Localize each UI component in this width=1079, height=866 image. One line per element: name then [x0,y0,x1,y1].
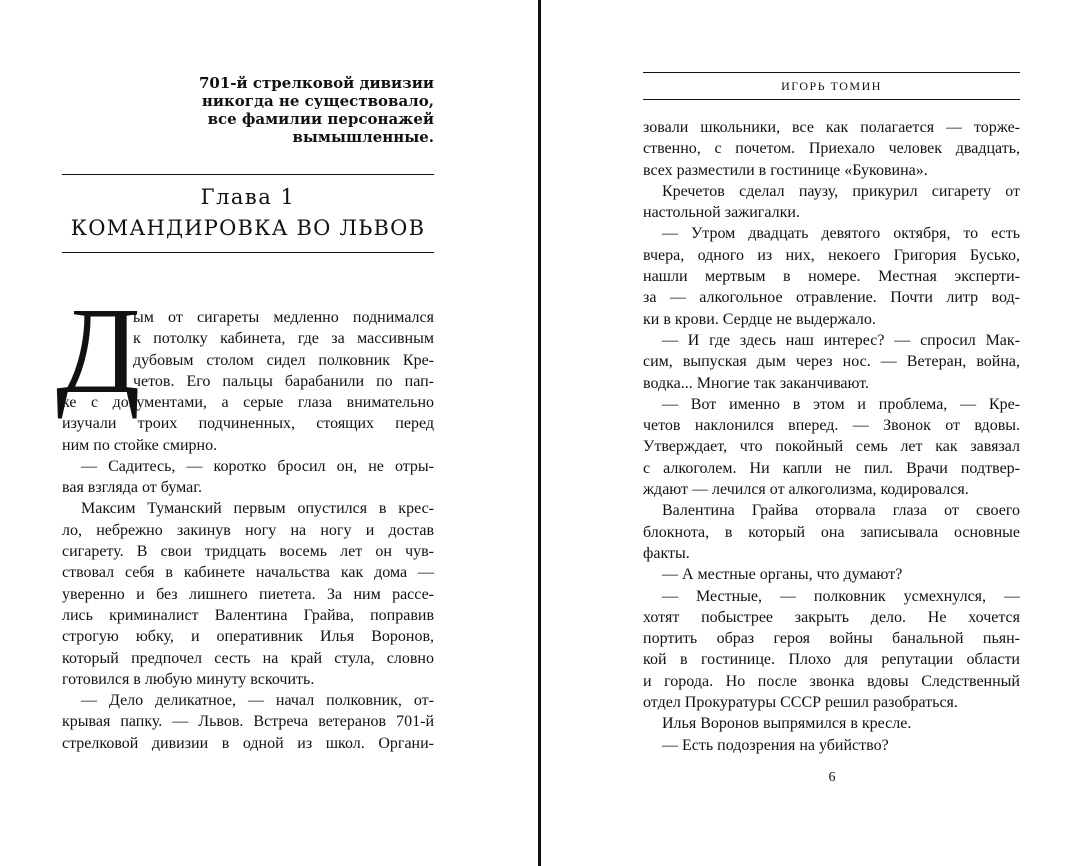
text-line: ственно, с почетом. Приехало человек двадцать, [643,140,1020,158]
text-line: лись криминалист Валентина Грайва, поправив [62,606,434,624]
author-note-line: никогда не существовало, [201,92,434,110]
text-line: сим, выпуская дым через нос. — Ветеран, война, [643,353,1020,371]
left-page [0,0,538,866]
author-note-line: все фамилии персонажей [207,110,434,128]
text-line: — Дело деликатное, — начал полковник, от- [81,692,434,710]
text-line: настольной зажигалки. [643,204,800,222]
text-line: за — алкогольное отравление. Почти литр вод- [643,289,1020,307]
text-line: Валентина Грайва оторвала глаза от своего [662,502,1020,520]
chapter-number: Глава 1 [200,185,296,209]
text-line: портить образ героя войны банальной пьян- [643,630,1020,648]
text-line: блокнота, в который она записывала основные [643,523,1020,541]
text-line: водка... Многие так заканчивают. [643,374,870,392]
text-line: ло, небрежно закинув ногу на ногу и достав [62,521,434,539]
running-head [643,72,1020,100]
text-line: ним по стойке смирно. [62,436,218,454]
text-line: ки в крови. Сердце не выдержало. [643,310,876,328]
text-line: ке с документами, а серые глаза внимательно [62,394,434,411]
chapter-title: КОМАНДИРОВКА ВО ЛЬВОВ [70,216,426,240]
text-line: факты. [643,544,690,562]
chapter-heading [62,174,434,253]
text-line: Утверждает, что покойный семь лет как завязал [643,438,1020,456]
text-line: крывая папку. — Львов. Встреча ветеранов 701-й [62,713,434,731]
text-line: — Утром двадцать девятого октября, то есть [662,225,1020,243]
text-line: — И где здесь наш интерес? — спросил Мак- [662,331,1020,349]
text-line: стрелковой дивизии в одной из школ. Органи- [62,734,434,752]
text-line: зовали школьники, все как полагается — торже- [643,119,1020,136]
text-line: вчера, одного из них, некоего Григория Бусько, [643,246,1020,264]
left-body-text [62,392,434,754]
right-body-text [643,117,1020,756]
text-line: — Садитесь, — коротко бросил он, не отры- [81,457,434,475]
running-head-bottom-rule [643,99,1020,100]
chapter-bottom-rule [62,252,434,253]
text-line: четов. Его пальцы барабанили по пап- [133,372,434,390]
author-note-line: вымышленные. [292,128,434,146]
running-head-author: ИГОРЬ ТОМИН [781,79,882,93]
text-line: сигарету. В свои тридцать восемь лет он чув- [62,543,434,561]
text-line: с алкоголем. Ни капли не пил. Врачи подтвер- [643,459,1020,477]
text-line: ствовал себя в кабинете начальства как дома — [62,564,434,582]
text-line: — Местные, — полковник усмехнулся, — [662,587,1020,605]
text-line: кой в гостинице. Плохо для репутации области [643,651,1020,669]
text-line: Кречетов сделал паузу, прикурил сигарету от [662,182,1020,200]
text-line: отдел Прокуратуры СССР решил разобраться. [643,694,958,712]
text-line: Максим Туманский первым опустился в крес- [81,500,434,518]
page-number: 6 [828,770,836,785]
drop-cap: Д [56,282,141,419]
text-line: — Есть подозрения на убийство? [662,736,889,754]
text-line: дубовым столом сидел полковник Кре- [133,351,434,369]
text-line: — Вот именно в этом и проблема, — Кре- [662,395,1020,413]
text-line: — А местные органы, что думают? [662,566,903,584]
author-note [154,74,434,146]
right-page [541,0,1079,866]
text-line: всех разместили в гостинице «Буковина». [643,161,928,179]
text-line: изучали троих подчиненных, стоящих перед [62,415,434,433]
chapter-top-rule [62,174,434,175]
text-line: строгую юбку, и оперативник Илья Воронов, [62,628,434,646]
text-line: нашли мертвым в номере. Местная эксперти- [643,268,1020,286]
text-line: ждают — лечился от алкоголизма, кодировался. [643,481,969,499]
text-line: который предпочел сесть на край стула, словно [62,649,434,667]
text-line: вая взгляда от бумаг. [62,479,202,497]
text-line: четов наклонился вперед. — Звонок от вдовы. [643,417,1020,435]
opening-paragraph [133,307,434,392]
text-line: хотят побыстрее закрыть дело. Не хочется [643,608,1020,626]
text-line: ым от сигареты медленно поднимался [133,309,434,326]
author-note-line: 701-й стрелковой дивизии [198,74,434,92]
text-line: к потолку кабинета, где за массивным [133,330,434,348]
text-line: готовился в любую минуту вскочить. [62,670,315,688]
text-line: и города. Но после звонка вдовы Следственный [643,672,1020,690]
text-line: уверенно и без лишнего пиетета. За ним рассе- [62,585,434,603]
text-line: Илья Воронов выпрямился в кресле. [662,715,912,733]
